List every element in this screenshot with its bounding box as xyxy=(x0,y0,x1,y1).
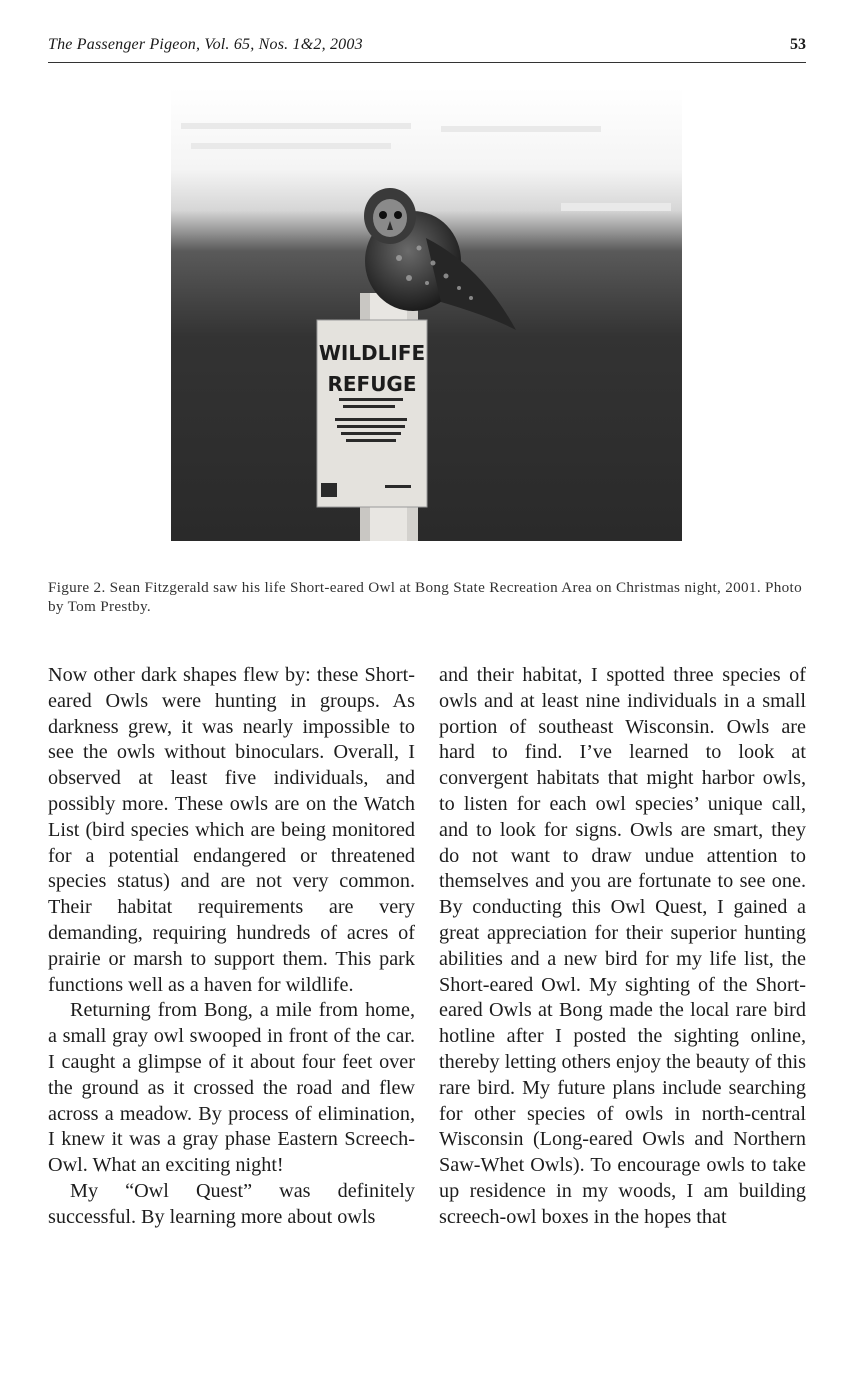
paragraph: Returning from Bong, a mile from home, a small gray owl swooped in front of the car. I caught a glimpse of it about four feet over the ground as it crossed the road and flew across a meadow. By process of elimination, I knew it was a gray phase Eastern Screech-Owl. What an exciting night! xyxy=(48,999,415,1177)
page-number: 53 xyxy=(790,36,806,53)
sign-line-2: REFUGE xyxy=(327,372,417,396)
body-column-left xyxy=(48,663,415,1231)
paragraph: and their habitat, I spotted three species of owls and at least nine individuals in a small portion of southeast Wisconsin. Owls are hard to find. I’ve learned to look at convergent habitats that might harbor owls, to listen for each owl species’ unique call, and to look for signs. Owls are smart, they do not want to draw undue attention to themselves and you are fortunate to see one. By conducting this Owl Quest, I gained a great appreciation for their superior hunting abilities and a new bird for my life list, the Short-eared Owl. My sighting of the Short-eared Owls at Bong made the local rare bird hotline after I posted the sighting online, thereby letting others enjoy the beauty of this rare bird. My future plans include searching for other species of owls in north-central Wisconsin (Long-eared Owls and Northern Saw-Whet Owls). To encourage owls to take up residence in my woods, I am building screech-owl boxes in the hopes that xyxy=(439,664,806,1228)
figure-photo xyxy=(171,88,682,541)
body-column-right xyxy=(439,663,806,1231)
journal-title: The Passenger Pigeon, Vol. 65, Nos. 1&2, 2003 xyxy=(48,36,363,53)
wildlife-refuge-sign xyxy=(317,320,427,507)
sign-line-1: WILDLIFE xyxy=(318,341,426,365)
figure-caption: Figure 2. Sean Fitzgerald saw his life Short-eared Owl at Bong State Recreation Area on Christmas night, 2001. Photo by Tom Prestby. xyxy=(48,579,802,615)
running-header xyxy=(48,36,806,63)
paragraph: Now other dark shapes flew by: these Short-eared Owls were hunting in groups. As darkness grew, it was nearly impossible to see the owls without binoculars. Overall, I observed at least five individuals, and possibly more. These owls are on the Watch List (bird species which are being monitored for a potential endangered or threatened species status) and are not very common. Their habitat requirements are very demanding, requiring hundreds of acres of prairie or marsh to support them. This park functions well as a haven for wildlife. xyxy=(48,664,415,996)
paragraph: My “Owl Quest” was definitely successful. By learning more about owls xyxy=(48,1179,415,1228)
